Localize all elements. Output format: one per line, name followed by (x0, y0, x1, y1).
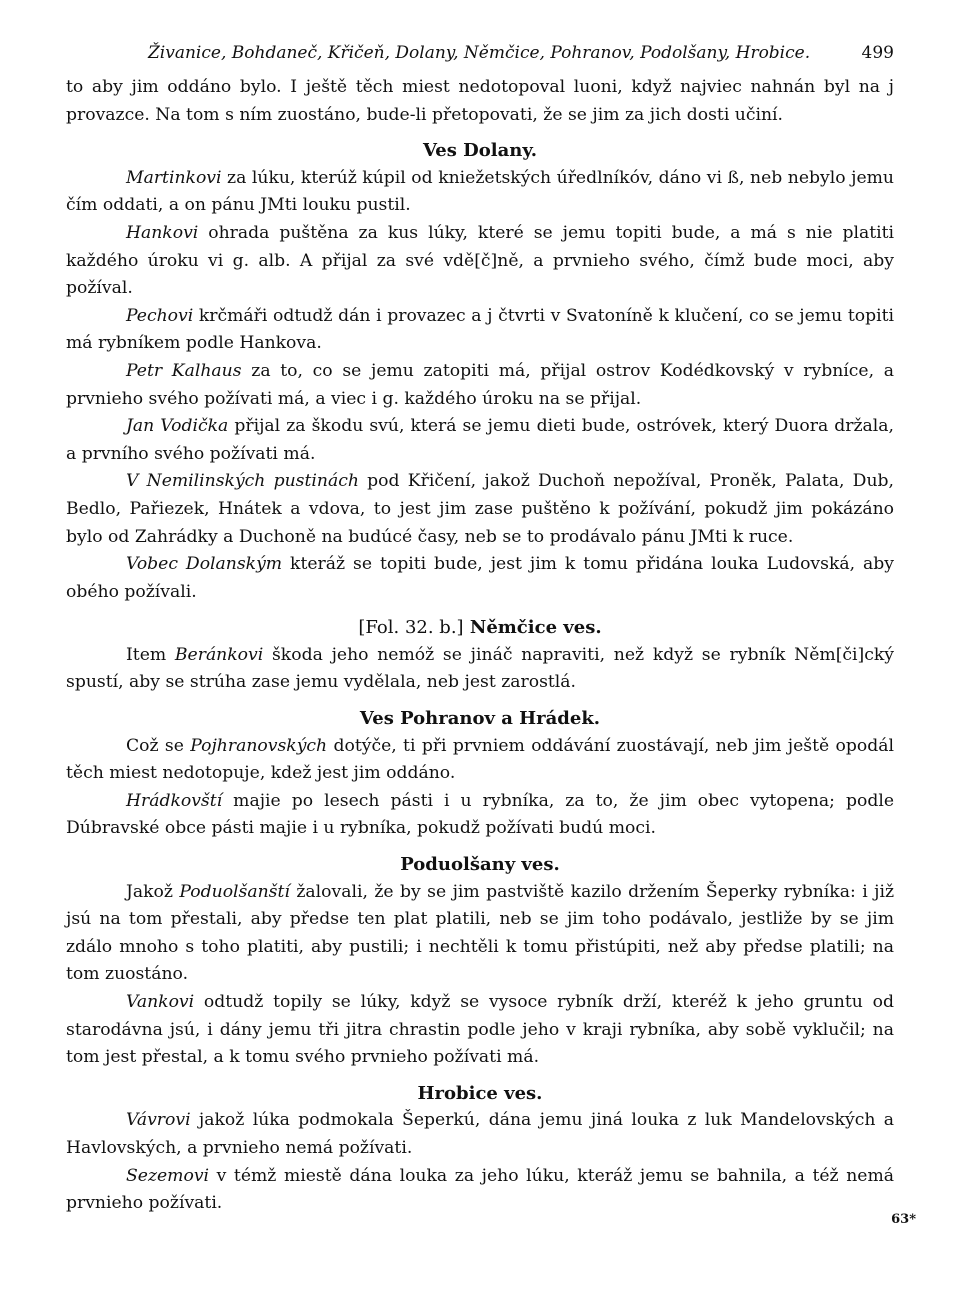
place-name: V Nemilinských pustinách (126, 471, 359, 492)
person-name: Pechovi (126, 305, 194, 326)
paragraph (66, 220, 894, 303)
paragraph (66, 1163, 894, 1218)
printer-signature: 63* (891, 1212, 916, 1227)
paragraph-text: krčmáři odtudž dán i provazec a ȷ̇ čtvrti v Svatoníně k klučení, co se jemu topiti má rybníkem podle Hankova. (66, 305, 894, 354)
person-name: Petr Kalhaus (126, 360, 242, 381)
paragraph-text: pod Křičení, jakož Duchoň nepožíval, Proněk, Palata, Dub, Bedlo, Pařiezek, Hnátek a vdova, to jest jim zase puštěno k požívání, pokudž jim pokázáno bylo od Zahrádky a Duchoně na budúcé časy, neb se to prodávalo pánu JMti k ruce. (66, 471, 894, 547)
running-head (66, 40, 894, 74)
paragraph (66, 642, 894, 697)
paragraph (66, 879, 894, 989)
person-name: Hankovi (126, 222, 199, 243)
paragraph (66, 413, 894, 468)
paragraph (66, 788, 894, 843)
paragraph-text: odtudž topily se lúky, když se vysoce rybník drží, kteréž k jeho gruntu od starodávna jsú, i dány jemu tři jitra chrastin podle jeho v kraji rybníka, aby sobě vyklučil; na tom jest přestal, a k tomu svého prvnieho požívati má. (66, 992, 894, 1068)
group-name: Vobec Dolanským (126, 554, 283, 575)
person-name: Vávrovi (126, 1110, 191, 1131)
paragraph (66, 1107, 894, 1162)
running-head-title: Živanice, Bohdaneč, Křičeň, Dolany, Němčice, Pohranov, Podolšany, Hrobice. (148, 43, 811, 63)
paragraph-text: v témž miestě dána louka za jeho lúku, kteráž jemu se bahnila, a též nemá prvnieho požívati. (66, 1165, 894, 1214)
paragraph-text: ohrada puštěna za kus lúky, které se jemu topiti bude, a má s nie platiti každého úroku vi g. alb. A přijal za své vdě[č]ně, a prvnieho svého, čímž bude moci, aby požíval. (66, 222, 894, 299)
paragraph-text: jakož lúka podmokala Šeperkú, dána jemu jiná louka z luk Mandelovských a Havlovských, a prvnieho nemá požívati. (66, 1110, 894, 1158)
page-number: 499 (861, 43, 894, 63)
paragraph-text: přijal za škodu svú, která se jemu dieti bude, ostróvek, který Duora držala, a prvního svého požívati má. (66, 416, 895, 464)
section-heading-text: Němčice ves. (469, 617, 602, 639)
person-name: Beránkovi (174, 644, 264, 665)
group-name: Pojhranovských (190, 735, 328, 756)
group-name: Hrádkovští (126, 790, 223, 811)
paragraph-text: majie po lesech pásti i u rybníka, za to, že jim obec vytopena; podle Dúbravské obce pásti majie i u rybníka, pokudž požívati budú moci. (66, 790, 894, 839)
paragraph (66, 551, 894, 606)
paragraph (66, 358, 894, 413)
paragraph (66, 733, 894, 788)
paragraph-lead: Item (126, 644, 175, 665)
paragraph (66, 468, 894, 551)
intro-paragraph: to aby jim oddáno bylo. I ještě těch miest nedotopoval luoni, když najviec nahnán byl na ȷ̇ provazce. Na tom s ním zuostáno, bude-li přetopovati, že se jim za jich dosti učiní. (66, 77, 894, 125)
person-name: Martinkovi (126, 167, 222, 188)
person-name: Vankovi (126, 992, 195, 1012)
paragraph-lead: Což se (126, 735, 191, 756)
person-name: Jan Vodička (126, 416, 229, 437)
person-name: Sezemovi (126, 1165, 210, 1186)
section-heading-dolany: Ves Dolany. (422, 140, 538, 162)
paragraph-text: kteráž se topiti bude, jest jim k tomu přidána louka Ludovská, aby obého požívali. (66, 554, 894, 602)
paragraph-lead: Jakož (126, 881, 180, 902)
document-page (66, 40, 894, 1218)
paragraph (66, 989, 894, 1072)
paragraph (66, 165, 894, 220)
paragraph-text: za to, co se jemu zatopiti má, přijal ostrov Kodédkovský v rybníce, a prvnieho svého požívati má, a viec i g. každého úroku na se přijal. (66, 360, 894, 409)
section-heading-hrobice: Hrobice ves. (417, 1082, 543, 1104)
paragraph-text: za lúku, kterúž kúpil od kniežetských úředlníkóv, dáno vi ß, neb nebylo jemu čím oddati, a on pánu JMti louku pustil. (66, 167, 894, 216)
section-heading-pohranov: Ves Pohranov a Hrádek. (359, 708, 601, 730)
paragraph-text: škoda jeho nemóž se jináč napraviti, než když se rybník Něm[či]cký spustí, aby se strúha zase jemu vydělala, neb jest zarostlá. (66, 644, 894, 693)
section-heading-nemcice (66, 606, 894, 642)
paragraph-text: žalovali, že by se jim pastviště kazilo držením Šeperky rybníka: i již jsú na tom přestali, aby předse ten plat platili, neb se jim toho podávalo, jestliže by se jim zdálo mnoho s toho platiti, aby pustili; i nechtěli k tomu přistúpiti, než aby předse platili; na tom zuostáno. (66, 881, 895, 985)
paragraph (66, 303, 894, 358)
group-name: Poduolšanští (179, 881, 290, 902)
section-heading-poduolsany: Poduolšany ves. (400, 854, 560, 876)
paragraph-text: dotýče, ti při prvniem oddávání zuostávají, neb jim ještě opodál těch miest nedotopuje, kdež jest jim oddáno. (66, 735, 894, 784)
folio-reference: [Fol. 32. b.] (358, 617, 464, 639)
